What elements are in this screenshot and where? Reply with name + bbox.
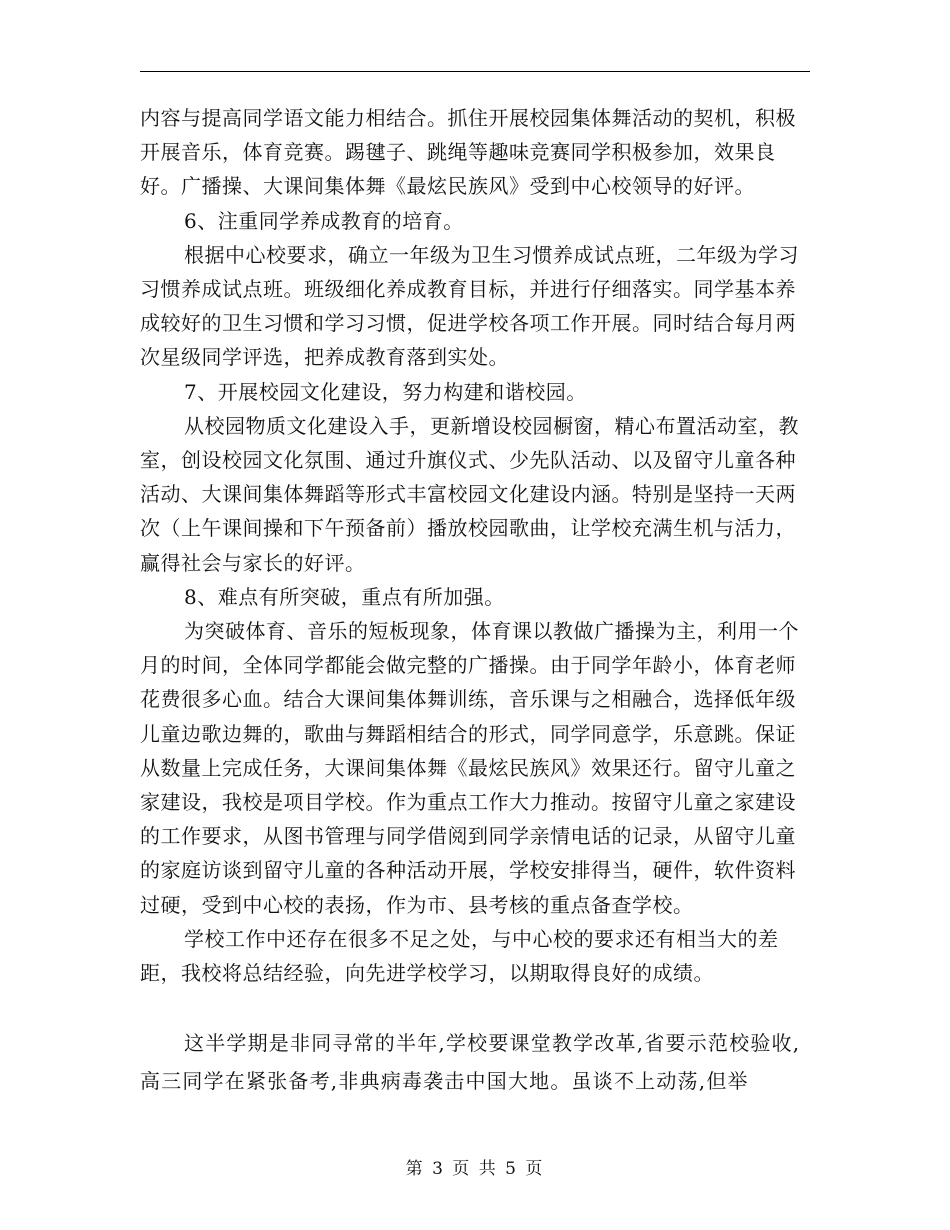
paragraph-habit-education: 根据中心校要求，确立一年级为卫生习惯养成试点班，二年级为学习习惯养成试点班。班级细化养成教育目标，并进行仔细落实。同学基本养成较好的卫生习惯和学习习惯，促进学校各项工作开展。同时结合每月两次星级同学评选，把养成教育落到实处。 bbox=[140, 242, 799, 370]
paragraph-shortcomings: 学校工作中还存在很多不足之处，与中心校的要求还有相当大的差距，我校将总结经验，向先进学校学习，以期取得良好的成绩。 bbox=[140, 926, 779, 986]
paragraph-new-section: 这半学期是非同寻常的半年,学校要课堂教学改革,省要示范校验收,高三同学在紧张备考,非典病毒袭击中国大地。虽谈不上动荡,但举 bbox=[140, 1031, 801, 1094]
paragraph-campus-culture: 从校园物质文化建设入手，更新增设校园橱窗，精心布置活动室，教室，创设校园文化氛围、通过升旗仪式、少先队活动、以及留守儿童各种活动、大课间集体舞蹈等形式丰富校园文化建设内涵。特别是坚持一天两次（上午课间操和下午预备前）播放校园歌曲，让学校充满生机与活力，赢得社会与家长的好评。 bbox=[140, 413, 799, 575]
header-rule bbox=[140, 71, 810, 72]
section-gap bbox=[140, 990, 812, 1024]
paragraph-breakthrough: 为突破体育、音乐的短板现象，体育课以教做广播操为主，利用一个月的时间，全体同学都能会做完整的广播操。由于同学年龄小，体育老师花费很多心血。结合大课间集体舞训练，音乐课与之相融合，选择低年级儿童边歌边舞的，歌曲与舞蹈相结合的形式，同学同意学，乐意跳。保证从数量上完成任务，大课间集体舞《最炫民族风》效果还行。留守儿童之家建设，我校是项目学校。作为重点工作大力推动。按留守儿童之家建设的工作要求，从图书管理与同学借阅到同学亲情电话的记录，从留守儿童的家庭访谈到留守儿童的各种活动开展，学校安排得当，硬件，软件资料过硬，受到中心校的表扬，作为市、县考核的重点备查学校。 bbox=[140, 619, 799, 917]
heading-item-7: 7、开展校园文化建设，努力构建和谐校园。 bbox=[184, 379, 587, 404]
heading-item-6: 6、注重同学养成教育的培育。 bbox=[184, 208, 464, 233]
page-number: 第 3 页 共 5 页 bbox=[405, 1159, 545, 1179]
paragraph-continuation: 内容与提高同学语文能力相结合。抓住开展校园集体舞活动的契机，积极开展音乐，体育竞赛。踢毽子、跳绳等趣味竞赛同学积极参加，效果良好。广播操、大课间集体舞《最炫民族风》受到中心校领导的好评。 bbox=[140, 106, 796, 199]
heading-item-8: 8、难点有所突破，重点有所加强。 bbox=[184, 584, 505, 609]
document-body bbox=[140, 101, 812, 1100]
